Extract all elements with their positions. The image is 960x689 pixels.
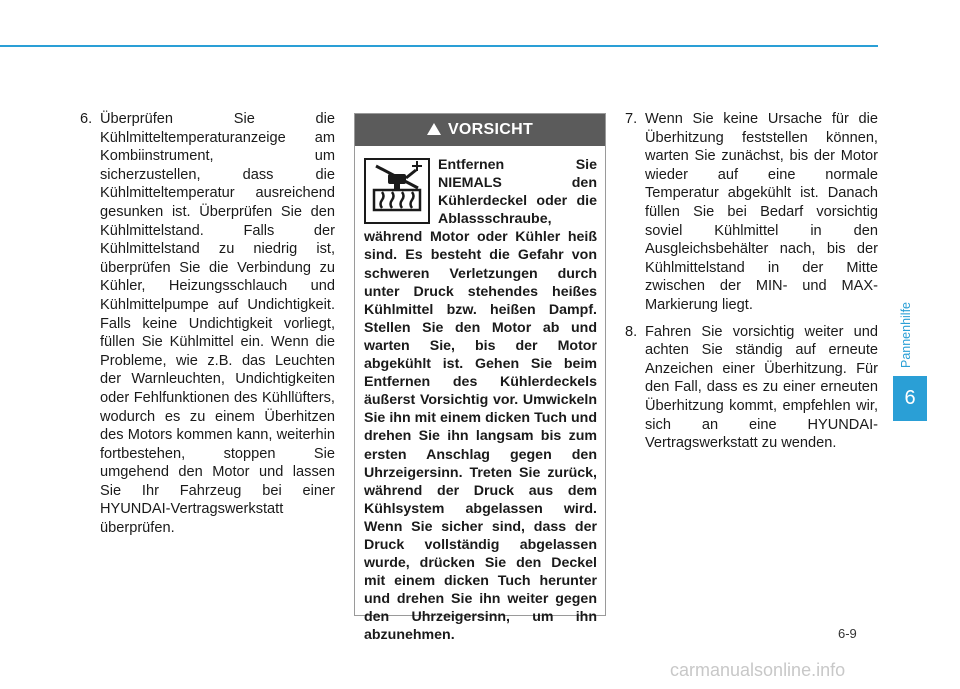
list-item-7 — [625, 110, 878, 315]
radiator-hot-warning-icon — [364, 158, 430, 224]
caution-body — [355, 146, 605, 645]
list-item-8 — [625, 323, 878, 453]
item-text: Wenn Sie keine Ursache für die Überhitzung feststellen können, warten Sie zunächst, bis der Motor wieder auf eine normale Temperatur abgekühlt ist. Danach füllen Sie bei Bedarf vorsichtig soviel Kühlmittel in den Ausgleichsbehälter nach, bis der Kühlmittelstand in der Mitte zwischen der MIN- und MAX-Markierung liegt. — [645, 111, 878, 313]
page-number: 6-9 — [838, 626, 857, 641]
chapter-tab — [893, 376, 927, 421]
top-rule — [0, 45, 878, 47]
section-label — [893, 290, 919, 380]
item-text: Überprüfen Sie die Kühlmitteltemperaturanzeige am Kombiinstrument, um sicherzustellen, dass die Kühlmitteltemperatur ausreichend gesunken ist. Überprüfen Sie den Kühlmittelstand. Falls der Kühlmittelstand zu niedrig ist, überprüfen Sie die Verbindung zu Kühler, Heizungsschlauch und Kühlmittelpumpe auf Undichtigkeit. Falls keine Undichtigkeit vorliegt, füllen Sie Kühlmittel ein. Wenn die Probleme, wie z.B. das Leuchten der Warnleuchten, Undichtigkeiten oder Fehlfunktionen des Kühllüfters, wodurch es zu einem Überhitzen des Motors kommen kann, weiterhin fortbestehen, stoppen Sie umgehend den Motor und lassen Sie Ihr Fahrzeug bei einer HYUNDAI-Vertragswerkstatt überprüfen. — [100, 111, 335, 537]
item-text: Fahren Sie vorsichtig weiter und achten Sie ständig auf erneute Anzeichen einer Überhitzung. Für den Fall, dass es zu einer erneuten Überhitzung kommt, empfehlen wir, sich an eine HYUNDAI-Vertragswerkstatt zu wenden. — [645, 323, 878, 452]
watermark: carmanualsonline.info — [670, 660, 846, 680]
chapter-number: 6 — [904, 387, 916, 409]
warning-triangle-icon — [427, 123, 441, 135]
caution-title: VORSICHT — [447, 121, 534, 138]
caution-box — [354, 113, 606, 644]
section-label-text: Pannenhilfe — [899, 301, 913, 369]
item-number: 8. — [625, 323, 638, 340]
item-number: 6. — [80, 111, 93, 127]
left-column — [80, 110, 335, 546]
list-item-6 — [80, 110, 335, 538]
caution-text: Entfernen Sie NIEMALS den Kühlerdeckel oder die Ablassschraube, während Motor oder Kühler heiß sind. Es besteht die Gefahr von schweren Verletzungen durch unter Druck stehendes heißes Kühlmittel bzw. heißen Dampf. Stellen Sie den Motor ab und warten Sie, bis der Motor abgekühlt ist. Gehen Sie beim Entfernen des Kühlerdeckels äußerst Vorsichtig vor. Umwickeln Sie ihn mit einem dicken Tuch und drehen Sie ihn langsam bis zum ersten Anschlag gegen den Uhrzeigersinn. Treten Sie zurück, während der Druck aus dem Kühlsystem abgelassen wird. Wenn Sie sicher sind, dass der Druck vollständig abgelassen wurde, drücken Sie den Deckel mit einem dicken Tuch herunter und drehen Sie ihn weiter gegen den Uhrzeigersinn, um ihn abzunehmen. — [364, 157, 597, 644]
right-column — [625, 110, 878, 461]
caution-header — [355, 114, 605, 146]
item-number: 7. — [625, 111, 638, 127]
